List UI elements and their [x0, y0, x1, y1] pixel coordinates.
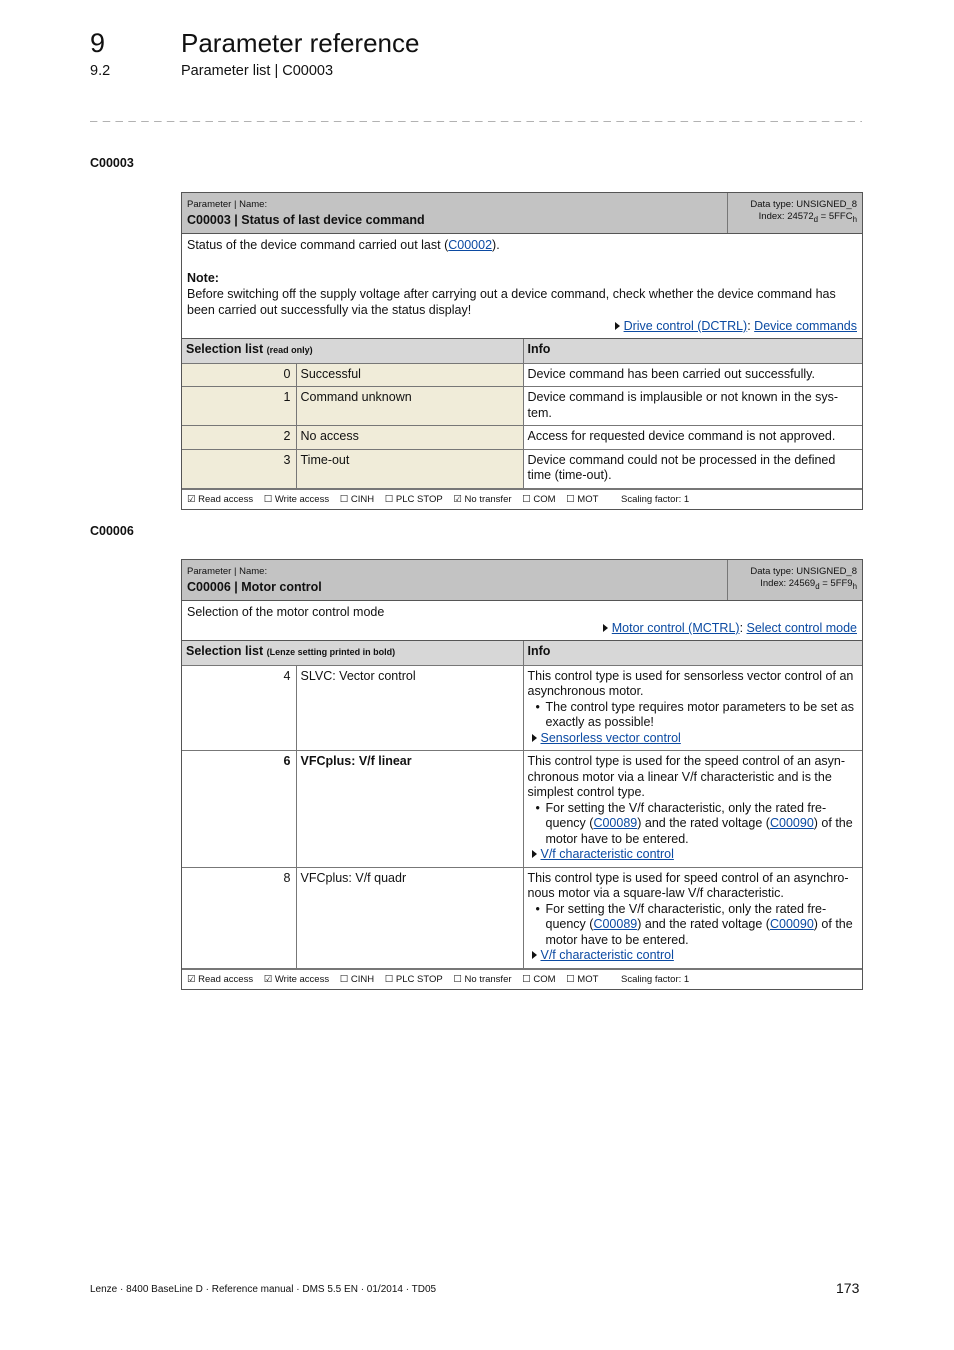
info-link-line [528, 731, 858, 747]
selection-info [523, 867, 862, 968]
param-table-c00006 [181, 559, 863, 990]
selection-info: Access for requested device command is not approved. [523, 426, 862, 450]
info-bullet: • The control type requires motor parameters to be set as exactly as possible! [546, 700, 858, 731]
selection-value: No access [296, 426, 523, 450]
param-index: Index: $24569_d = 5FF9_h$ [760, 578, 857, 591]
flag-mot: ☐ MOT [566, 973, 599, 985]
flag-no-transfer: ☑ No transfer [453, 493, 512, 505]
section-number: 9.2 [90, 63, 111, 79]
scaling-factor: Scaling factor: 1 [621, 493, 690, 505]
param-meta [727, 560, 862, 600]
flag-no-transfer: ☐ No transfer [453, 973, 512, 985]
param-table-c00003 [181, 192, 863, 510]
arrow-right-icon [532, 734, 537, 742]
link-c00002[interactable]: C00002 [448, 238, 493, 252]
info-text: This control type is used for speed control of an asynchro-nous motor via a square-law V/f characteristic. [527, 870, 849, 900]
chapter-title: Parameter reference [181, 28, 420, 58]
selection-value: VFCplus: V/f quadr [296, 867, 523, 968]
selection-number: 8 [182, 867, 296, 968]
info-header: Info [523, 339, 862, 363]
param-header [182, 560, 862, 601]
param-heading-c00006: C00006 [90, 524, 134, 538]
chapter-number: 9 [90, 28, 106, 58]
arrow-right-icon [603, 624, 608, 632]
selection-table [182, 641, 862, 969]
link-select-control-mode[interactable]: Select control mode [746, 621, 857, 635]
info-link-line [528, 948, 858, 964]
flag-cinh: ☐ CINH [339, 973, 375, 985]
param-heading-c00003: C00003 [90, 156, 134, 170]
selection-info [523, 751, 862, 868]
selection-number: 6 [182, 751, 296, 868]
selection-value: Successful [296, 363, 523, 387]
selection-list-header: Selection list (Lenze setting printed in bold) [182, 641, 523, 665]
link-device-commands[interactable]: Device commands [754, 319, 857, 333]
param-description [182, 234, 862, 339]
reference-links: Motor control (MCTRL): Select control mode [187, 620, 857, 636]
page-number: 173 [836, 1280, 860, 1296]
selection-table [182, 339, 862, 489]
page-footer-text: Lenze · 8400 BaseLine D · Reference manual · DMS 5.5 EN · 01/2014 · TD05 [90, 1284, 437, 1295]
selection-info: Device command is implausible or not known in the sys-tem. [523, 387, 862, 426]
selection-number: 4 [182, 665, 296, 751]
link-c00090[interactable]: C00090 [769, 917, 814, 931]
info-bullet: • For setting the V/f characteristic, only the rated fre-quency (C00089) and the rated voltage (C00090) of the motor have to be entered. [546, 801, 858, 848]
table-row [182, 363, 862, 387]
link-c00089[interactable]: C00089 [593, 816, 638, 830]
description-text: Status of the device command carried out last (C00002). [187, 238, 500, 252]
info-text: This control type is used for the speed control of an asyn-chronous motor via a linear V/f characteristic and is the simplest control type. [527, 754, 846, 799]
flag-com: ☐ COM [522, 493, 556, 505]
param-meta [727, 193, 862, 233]
table-row [182, 449, 862, 488]
selection-value: Command unknown [296, 387, 523, 426]
flag-com: ☐ COM [522, 973, 556, 985]
selection-list-header: Selection list (read only) [182, 339, 523, 363]
data-type: Data type: UNSIGNED_8 [750, 199, 857, 210]
flag-write-access: ☑ Write access [263, 973, 330, 985]
flag-mot: ☐ MOT [566, 493, 599, 505]
selection-info: Device command has been carried out successfully. [523, 363, 862, 387]
flag-read-access: ☑ Read access [187, 973, 254, 985]
selection-number: 3 [182, 449, 296, 488]
table-row [182, 387, 862, 426]
link-c00090[interactable]: C00090 [769, 816, 814, 830]
param-description [182, 601, 862, 641]
link-motor-control[interactable]: Motor control (MCTRL) [611, 621, 740, 635]
access-flags [182, 969, 862, 989]
link-vf-characteristic-control[interactable]: V/f characteristic control [540, 847, 674, 861]
flag-cinh: ☐ CINH [339, 493, 375, 505]
param-name: C00006 | Motor control [187, 580, 322, 594]
link-sensorless-vector-control[interactable]: Sensorless vector control [540, 730, 681, 745]
reference-links: Drive control (DCTRL): Device commands [187, 318, 857, 334]
table-row [182, 867, 862, 968]
link-drive-control[interactable]: Drive control (DCTRL) [623, 319, 748, 333]
selection-value: VFCplus: V/f linear [296, 751, 523, 868]
table-row [182, 751, 862, 868]
flag-read-access: ☑ Read access [187, 493, 254, 505]
param-index: Index: $24572_d = 5FFC_h$ [758, 211, 857, 224]
arrow-right-icon [532, 951, 537, 959]
info-bullet: • For setting the V/f characteristic, only the rated fre-quency (C00089) and the rated voltage (C00090) of the motor have to be entered. [546, 902, 858, 949]
header-divider [90, 108, 862, 122]
selection-number: 1 [182, 387, 296, 426]
selection-value: SLVC: Vector control [296, 665, 523, 751]
flag-plc-stop: ☐ PLC STOP [384, 973, 443, 985]
link-vf-characteristic-control[interactable]: V/f characteristic control [540, 948, 674, 962]
info-text: This control type is used for sensorless vector control of an asynchronous motor. [527, 668, 854, 698]
selection-info [523, 665, 862, 751]
flag-plc-stop: ☐ PLC STOP [384, 493, 443, 505]
info-header: Info [523, 641, 862, 665]
selection-number: 0 [182, 363, 296, 387]
section-title: Parameter list | C00003 [181, 63, 334, 79]
link-c00089[interactable]: C00089 [593, 917, 638, 931]
arrow-right-icon [615, 322, 620, 330]
scaling-factor: Scaling factor: 1 [621, 973, 690, 985]
selection-info: Device command could not be processed in the defined time (time-out). [523, 449, 862, 488]
description-text: Selection of the motor control mode [187, 605, 385, 619]
param-name: C00003 | Status of last device command [187, 213, 425, 227]
info-link-line [528, 847, 858, 863]
table-row [182, 665, 862, 751]
access-flags [182, 489, 862, 509]
table-row [182, 426, 862, 450]
param-label: Parameter | Name: [187, 566, 268, 577]
flag-write-access: ☐ Write access [263, 493, 330, 505]
arrow-right-icon [532, 850, 537, 858]
selection-value: Time-out [296, 449, 523, 488]
data-type: Data type: UNSIGNED_8 [750, 566, 857, 577]
selection-number: 2 [182, 426, 296, 450]
note-text: Before switching off the supply voltage after carrying out a device command, check whether the device command has been carried out successfully via the status display! [187, 287, 836, 317]
note-title: Note: [187, 271, 219, 285]
param-label: Parameter | Name: [187, 199, 268, 210]
param-header [182, 193, 862, 234]
